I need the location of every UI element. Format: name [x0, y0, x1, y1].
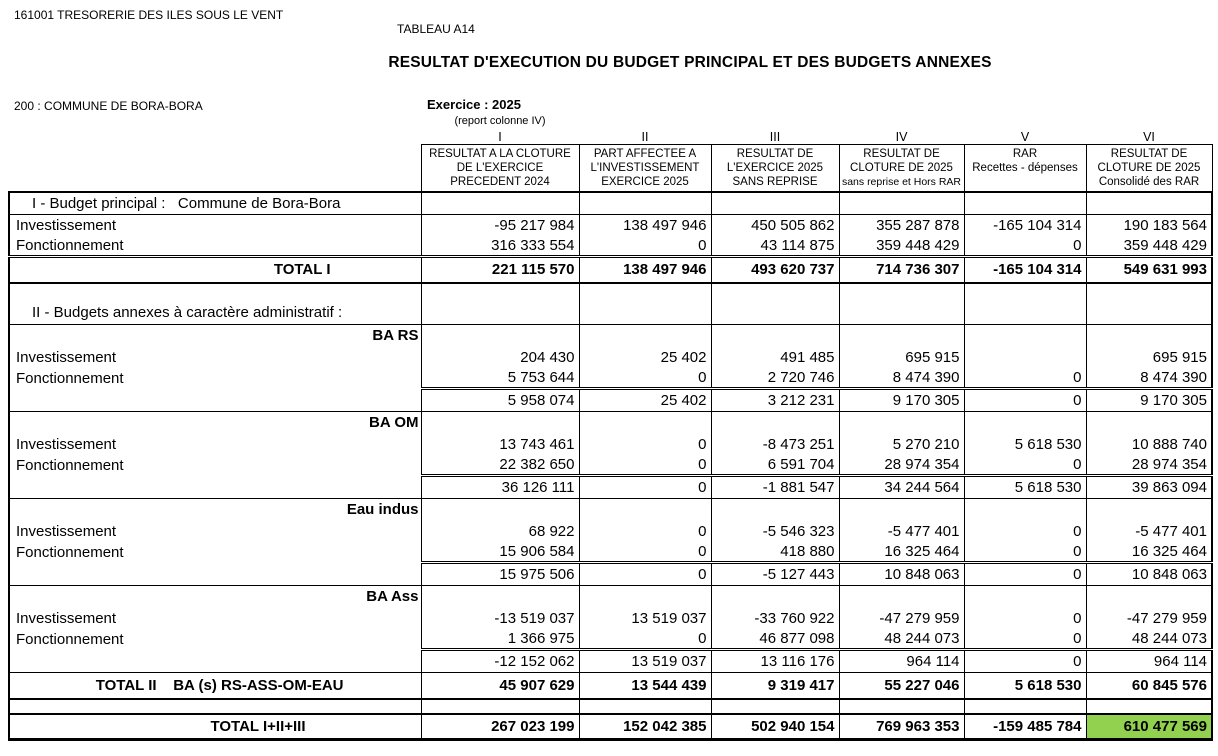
row-label: I - Budget principal : Commune de Bora-Bora	[9, 192, 421, 215]
value-cell: 0	[579, 476, 711, 499]
row-label	[9, 476, 421, 499]
column-headers-row	[9, 145, 1212, 192]
treasury-office-label: 161001 TRESORERIE DES ILES SOUS LE VENT	[14, 8, 284, 22]
total-i	[9, 257, 1212, 283]
ba-ass-name	[9, 586, 1212, 608]
value-cell: 418 880	[711, 542, 839, 563]
value-cell: 190 183 564	[1086, 215, 1212, 236]
value-cell: 138 497 946	[579, 257, 711, 283]
value-cell: -5 546 323	[711, 521, 839, 542]
value-cell	[1086, 699, 1212, 714]
column-header-line: RAR	[1012, 148, 1038, 160]
total-ii	[9, 673, 1212, 699]
value-cell: 549 631 993	[1086, 257, 1212, 283]
row-label: Investissement	[9, 434, 421, 455]
row-label: TOTAL I+II+III	[9, 714, 421, 740]
row-label: TOTAL II BA (s) RS-ASS-OM-EAU	[9, 673, 421, 699]
ba-om-fonctionnement	[9, 455, 1212, 476]
value-cell: 0	[964, 563, 1086, 586]
value-cell: 9 170 305	[1086, 389, 1212, 412]
value-cell: 13 519 037	[579, 608, 711, 629]
value-cell	[839, 325, 964, 347]
value-cell	[711, 499, 839, 521]
ba-ass-investissement	[9, 608, 1212, 629]
value-cell: 46 877 098	[711, 629, 839, 650]
value-cell: 15 975 506	[421, 563, 579, 586]
value-cell	[579, 192, 711, 215]
row-label: BA Ass	[9, 586, 421, 608]
value-cell: 15 906 584	[421, 542, 579, 563]
value-cell: 28 974 354	[1086, 455, 1212, 476]
column-numeral: IV	[895, 130, 908, 144]
value-cell: -165 104 314	[964, 257, 1086, 283]
value-cell: 10 848 063	[839, 563, 964, 586]
row-label: Investissement	[9, 215, 421, 236]
value-cell	[964, 192, 1086, 215]
row-label: Fonctionnement	[9, 629, 421, 650]
value-cell: 55 227 046	[839, 673, 964, 699]
value-cell: 491 485	[711, 347, 839, 368]
value-cell	[1086, 586, 1212, 608]
value-cell	[421, 499, 579, 521]
value-cell: 43 114 875	[711, 236, 839, 257]
value-cell: 36 126 111	[421, 476, 579, 499]
value-cell: 25 402	[579, 347, 711, 368]
value-cell: 0	[964, 608, 1086, 629]
value-cell: -1 881 547	[711, 476, 839, 499]
value-cell: 359 448 429	[839, 236, 964, 257]
value-cell: 221 115 570	[421, 257, 579, 283]
value-cell: 0	[579, 455, 711, 476]
eau-indus-name	[9, 499, 1212, 521]
value-cell: 5 958 074	[421, 389, 579, 412]
value-cell: 0	[579, 542, 711, 563]
ba-rs-investissement	[9, 347, 1212, 368]
value-cell: 13 743 461	[421, 434, 579, 455]
value-cell: -5 477 401	[839, 521, 964, 542]
value-cell: 0	[579, 629, 711, 650]
value-cell: 450 505 862	[711, 215, 839, 236]
value-cell: 204 430	[421, 347, 579, 368]
value-cell: 493 620 737	[711, 257, 839, 283]
numerals-label-spacer	[9, 130, 421, 145]
row-label	[9, 389, 421, 412]
value-cell	[964, 347, 1086, 368]
section-budgets-annexes	[9, 283, 1212, 325]
column-header-line: PRECEDENT 2024	[450, 176, 550, 188]
tableau-number: TABLEAU A14	[397, 22, 475, 36]
value-cell	[1086, 412, 1212, 434]
value-cell: 13 519 037	[579, 650, 711, 673]
report-colonne-note: (report colonne IV)	[454, 115, 546, 127]
ba-rs-name	[9, 325, 1212, 347]
column-header-cell	[839, 145, 964, 192]
bp-fonctionnement	[9, 236, 1212, 257]
value-cell: 45 907 629	[421, 673, 579, 699]
column-header-line: EXERCICE 2025	[601, 176, 689, 188]
value-cell	[839, 586, 964, 608]
value-cell	[964, 412, 1086, 434]
row-label: Fonctionnement	[9, 542, 421, 563]
bp-investissement	[9, 215, 1212, 236]
column-numeral: II	[641, 130, 649, 144]
commune-label: 200 : COMMUNE DE BORA-BORA	[14, 99, 203, 113]
row-label: Investissement	[9, 608, 421, 629]
budget-table	[8, 130, 1213, 741]
row-label: BA OM	[9, 412, 421, 434]
value-cell: -13 519 037	[421, 608, 579, 629]
value-cell	[421, 325, 579, 347]
column-header-line: L'EXERCICE 2025	[726, 162, 824, 174]
row-label: Fonctionnement	[9, 455, 421, 476]
value-cell	[579, 499, 711, 521]
value-cell: -12 152 062	[421, 650, 579, 673]
value-cell: 0	[579, 563, 711, 586]
column-header-line: L'INVESTISSEMENT	[590, 162, 700, 174]
value-cell: 13 116 176	[711, 650, 839, 673]
row-label	[9, 650, 421, 673]
value-cell	[579, 412, 711, 434]
report-title: RESULTAT D'EXECUTION DU BUDGET PRINCIPAL ET DES BUDGETS ANNEXES	[388, 54, 992, 71]
value-cell: 5 618 530	[964, 434, 1086, 455]
value-cell: 34 244 564	[839, 476, 964, 499]
column-header-cell	[579, 145, 711, 192]
value-cell	[1086, 325, 1212, 347]
value-cell	[839, 283, 964, 325]
value-cell: 9 170 305	[839, 389, 964, 412]
column-numeral: VI	[1143, 130, 1155, 144]
value-cell: 0	[579, 434, 711, 455]
value-cell: 3 212 231	[711, 389, 839, 412]
value-cell: 964 114	[839, 650, 964, 673]
value-cell	[711, 699, 839, 714]
value-cell: 0	[579, 368, 711, 389]
column-header-line: RESULTAT DE	[736, 148, 814, 160]
value-cell: 5 618 530	[964, 673, 1086, 699]
value-cell	[421, 192, 579, 215]
value-cell	[964, 586, 1086, 608]
value-cell: -95 217 984	[421, 215, 579, 236]
ba-om-subtotal	[9, 476, 1212, 499]
value-cell	[711, 412, 839, 434]
value-cell: 0	[579, 236, 711, 257]
value-cell: 5 618 530	[964, 476, 1086, 499]
value-cell	[964, 325, 1086, 347]
total-i-ii-iii	[9, 714, 1212, 740]
value-cell	[579, 283, 711, 325]
value-cell	[421, 283, 579, 325]
value-cell: 8 474 390	[1086, 368, 1212, 389]
value-cell: 9 319 417	[711, 673, 839, 699]
value-cell: 13 544 439	[579, 673, 711, 699]
ba-om-investissement	[9, 434, 1212, 455]
value-cell	[421, 586, 579, 608]
value-cell: 0	[964, 542, 1086, 563]
value-cell	[579, 325, 711, 347]
ba-rs-fonctionnement	[9, 368, 1212, 389]
ba-om-name	[9, 412, 1212, 434]
value-cell: -33 760 922	[711, 608, 839, 629]
value-cell: 25 402	[579, 389, 711, 412]
row-label: BA RS	[9, 325, 421, 347]
value-cell	[839, 499, 964, 521]
column-header-cell	[421, 145, 579, 192]
column-numeral: V	[1020, 130, 1030, 144]
row-label	[9, 699, 421, 714]
value-cell: 2 720 746	[711, 368, 839, 389]
value-cell: 16 325 464	[839, 542, 964, 563]
value-cell: 8 474 390	[839, 368, 964, 389]
eau-indus-investissement	[9, 521, 1212, 542]
column-numeral: III	[769, 130, 781, 144]
row-label: TOTAL I	[9, 257, 421, 283]
row-label	[9, 563, 421, 586]
value-cell: 152 042 385	[579, 714, 711, 740]
ba-rs-subtotal	[9, 389, 1212, 412]
value-cell: 48 244 073	[1086, 629, 1212, 650]
column-header-line: DE L'EXERCICE	[456, 162, 544, 174]
value-cell	[964, 499, 1086, 521]
eau-indus-subtotal	[9, 563, 1212, 586]
value-cell: 359 448 429	[1086, 236, 1212, 257]
column-header-line: PART AFFECTEE A	[593, 148, 697, 160]
value-cell: -5 127 443	[711, 563, 839, 586]
column-header-cell	[964, 145, 1086, 192]
value-cell	[711, 192, 839, 215]
value-cell: 267 023 199	[421, 714, 579, 740]
value-cell: -47 279 959	[839, 608, 964, 629]
value-cell	[1086, 192, 1212, 215]
value-cell: 28 974 354	[839, 455, 964, 476]
value-cell: 0	[964, 650, 1086, 673]
value-cell: -165 104 314	[964, 215, 1086, 236]
value-cell: 355 287 878	[839, 215, 964, 236]
value-cell	[964, 699, 1086, 714]
column-header-line: RESULTAT A LA CLOTURE	[429, 148, 571, 160]
value-cell: 0	[964, 368, 1086, 389]
row-label: II - Budgets annexes à caractère administratif :	[9, 283, 421, 325]
value-cell	[1086, 283, 1212, 325]
eau-indus-fonctionnement	[9, 542, 1212, 563]
value-cell: 0	[964, 236, 1086, 257]
column-numerals-row	[9, 130, 1212, 145]
column-header-cell	[711, 145, 839, 192]
value-cell	[579, 699, 711, 714]
value-cell	[579, 586, 711, 608]
value-cell: -159 485 784	[964, 714, 1086, 740]
value-cell: 0	[964, 389, 1086, 412]
column-header-cell	[1086, 145, 1212, 192]
value-cell	[421, 699, 579, 714]
row-label: Fonctionnement	[9, 368, 421, 389]
value-cell	[839, 412, 964, 434]
value-cell: -47 279 959	[1086, 608, 1212, 629]
column-header-line: Consolidé des RAR	[1098, 176, 1200, 188]
value-cell: 0	[579, 521, 711, 542]
value-cell: 0	[964, 455, 1086, 476]
value-cell: 769 963 353	[839, 714, 964, 740]
column-header-line: Recettes - dépenses	[972, 162, 1078, 174]
table-header	[9, 130, 1212, 192]
value-cell: -8 473 251	[711, 434, 839, 455]
value-cell: 5 753 644	[421, 368, 579, 389]
value-cell	[964, 283, 1086, 325]
section-budget-principal	[9, 192, 1212, 215]
value-cell: 1 366 975	[421, 629, 579, 650]
exercice-label: Exercice : 2025	[427, 97, 521, 112]
column-header-line: CLOTURE DE 2025	[1097, 162, 1201, 174]
value-cell: -5 477 401	[1086, 521, 1212, 542]
value-cell: 138 497 946	[579, 215, 711, 236]
value-cell	[711, 325, 839, 347]
value-cell	[711, 586, 839, 608]
row-label: Fonctionnement	[9, 236, 421, 257]
row-label: Investissement	[9, 521, 421, 542]
value-cell	[839, 699, 964, 714]
ba-ass-subtotal	[9, 650, 1212, 673]
column-header-line: RESULTAT DE	[1110, 148, 1188, 160]
column-header-line: CLOTURE DE 2025	[850, 162, 953, 174]
row-label: Eau indus	[9, 499, 421, 521]
row-label: Investissement	[9, 347, 421, 368]
value-cell: 5 270 210	[839, 434, 964, 455]
value-cell: 16 325 464	[1086, 542, 1212, 563]
value-cell	[1086, 499, 1212, 521]
value-cell: 695 915	[839, 347, 964, 368]
value-cell: 610 477 569	[1086, 714, 1212, 740]
value-cell: 10 888 740	[1086, 434, 1212, 455]
value-cell: 695 915	[1086, 347, 1212, 368]
column-numeral: I	[498, 130, 502, 144]
value-cell: 22 382 650	[421, 455, 579, 476]
value-cell: 0	[964, 629, 1086, 650]
value-cell: 6 591 704	[711, 455, 839, 476]
value-cell	[839, 192, 964, 215]
value-cell: 0	[964, 521, 1086, 542]
value-cell: 60 845 576	[1086, 673, 1212, 699]
column-header-line: sans reprise et Hors RAR	[841, 176, 962, 188]
value-cell: 316 333 554	[421, 236, 579, 257]
header-label-spacer	[9, 145, 421, 192]
ba-ass-fonctionnement	[9, 629, 1212, 650]
table-body	[9, 192, 1212, 740]
spacer-row	[9, 699, 1212, 714]
value-cell: 39 863 094	[1086, 476, 1212, 499]
value-cell	[711, 283, 839, 325]
value-cell	[421, 412, 579, 434]
value-cell: 68 922	[421, 521, 579, 542]
value-cell: 964 114	[1086, 650, 1212, 673]
column-header-line: SANS REPRISE	[732, 176, 818, 188]
column-header-line: RESULTAT DE	[863, 148, 940, 160]
value-cell: 10 848 063	[1086, 563, 1212, 586]
value-cell: 48 244 073	[839, 629, 964, 650]
value-cell: 714 736 307	[839, 257, 964, 283]
value-cell: 502 940 154	[711, 714, 839, 740]
